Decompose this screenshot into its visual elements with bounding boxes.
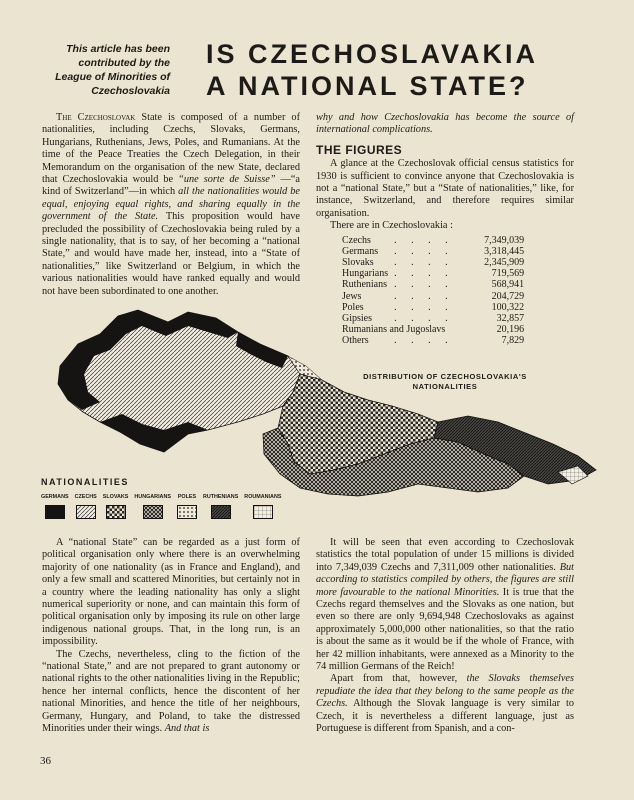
national-state-paragraph: A “national State” can be regarded as a just form of political organisation only where there is an overwhelming majority of one nationality (as in France and England), and only a few small and scattered Minorities, but certainly not in a country where the leading nationality has only a slight numerical superiority or none, and can maintain this form of political organisation only by imposing its rule on other large indigenous national groups. That, in the long run, is an impossibility. — [42, 537, 300, 648]
population-value: 7,349,039 — [484, 234, 525, 246]
czech-fiction-italic: And that is — [164, 723, 210, 735]
headline-line-2: A NATIONAL STATE? — [206, 71, 529, 101]
population-value: 3,318,445 — [484, 245, 525, 257]
intro-lead-in: The Czechoslovak — [56, 112, 136, 123]
population-row — [342, 291, 524, 302]
population-leader-dots: . . . . — [394, 279, 454, 291]
legend-title: NATIONALITIES — [41, 477, 129, 487]
statistics-text-b: It is true that the Czechs regard themselves and the Slovaks as one nation, but even so there are only 9,694,948 Czechoslovaks as against approximately 5,000,000 other nationalities, so that the ratio is about the same as it would be if the whole of France, with her 42 million inhabitants, were annexed as a Minority to the 74 million Germans of the Reich! — [316, 586, 574, 673]
figures-intro-line: There are in Czechoslovakia : — [330, 220, 453, 232]
population-value: 2,345,909 — [484, 257, 525, 269]
population-value: 568,941 — [491, 279, 525, 291]
legend-item — [41, 494, 69, 519]
population-name: Others — [342, 335, 369, 347]
population-value: 100,322 — [491, 301, 525, 313]
legend-swatch — [45, 505, 65, 519]
legend-label: RUTHENIANS — [202, 494, 239, 500]
intro-text-b: —“a kind of Switzerland”—in which — [42, 174, 300, 198]
legend-swatch — [253, 505, 273, 519]
article-headline — [206, 38, 538, 102]
statistics-paragraph — [316, 537, 574, 673]
population-value: 7,829 — [501, 335, 525, 347]
population-row — [342, 279, 524, 290]
legend-swatch — [177, 505, 197, 519]
legend-swatch — [106, 505, 126, 519]
article-credit: This article has been contributed by the League of Minorities of Czechoslovakia — [55, 43, 170, 97]
population-name: Hungarians — [342, 268, 389, 280]
intro-quote: “une sorte de Suisse” — [178, 174, 276, 186]
legend-label: GERMANS — [41, 494, 69, 500]
population-leader-dots: . . . . — [394, 234, 454, 246]
page-number: 36 — [40, 755, 51, 767]
population-value: 719,569 — [491, 268, 525, 280]
legend-item — [134, 494, 171, 519]
intro-paragraph — [42, 112, 300, 298]
population-name: Czechs — [342, 234, 371, 246]
intro-emphasis: all the nationalities would be equal, enjoying equal rights, and sharing equally in the government of the State. — [42, 186, 300, 223]
population-row — [342, 257, 524, 268]
population-name: Slovaks — [342, 257, 374, 269]
population-leader-dots: . . . . — [394, 313, 454, 325]
population-row — [342, 268, 524, 279]
slovaks-text-b: Although the Slovak language is very similar to Czech, it is nevertheless a different language, just as Portuguese is different from Spanish, and a con- — [316, 698, 574, 735]
lower-right-column — [316, 537, 574, 736]
intro-text-a: State is composed of a number of nationalities, including Czechs, Slovaks, Germans, Hungarians, Ruthenians, Jews, Poles, and Rumanians. At the time of the Peace Treaties the Czech Delegation, in their Memorandum on the organisation of the new State, declared that Czechoslovakia would be — [42, 112, 301, 186]
legend-label: HUNGARIANS — [134, 494, 171, 500]
legend-item — [244, 494, 281, 519]
legend-label: SLOVAKS — [102, 494, 129, 500]
population-name: Jews — [342, 290, 362, 302]
population-name: Gipsies — [342, 313, 372, 325]
czech-fiction-text: The Czechs, nevertheless, cling to the fiction of the “national State,” and are not prepared to grant autonomy or national rights to the other nationalities living in the Republic; hence her internal conflicts, hence the discontent of her national Minorities, and hence the title of her neighbours, Germany, Hungary, and Poland, to take the distressed Minorities under their wings. — [42, 648, 300, 735]
map-legend — [41, 494, 287, 519]
slovaks-paragraph — [316, 673, 574, 735]
statistics-text-a: It will be seen that even according to Czechoslovak statistics the total population of under 15 millions is divided into 7,349,039 Czechs and 7,311,009 other nationalities. — [316, 537, 574, 573]
population-leader-dots: . . . . — [394, 335, 454, 347]
intro-column — [42, 112, 300, 298]
legend-item — [75, 494, 97, 519]
lower-left-column — [42, 537, 300, 736]
map-title: DISTRIBUTION OF CZECHOSLOVAKIA'S NATIONALITIES — [363, 372, 527, 391]
right-top-italic-text: why and how Czechoslovakia has become the source of international complications. — [316, 112, 574, 136]
figures-paragraph: A glance at the Czechoslovak official census statistics for 1930 is sufficient to convince anyone that Czechoslovakia is not a “national State,” but a “State of nationalities,” like, for instance, Switzerland, and therefore requires similar organisation. — [316, 158, 574, 219]
czech-fiction-paragraph — [42, 649, 300, 736]
slovaks-text-a: Apart from that, however, — [330, 673, 467, 685]
population-leader-dots: . . . . — [394, 268, 454, 280]
population-row — [342, 235, 524, 246]
statistics-italic: But according to statistics compiled by others, the figures are still more favourable to the national Minorities. — [316, 561, 574, 598]
legend-swatch — [211, 505, 231, 519]
population-value: 32,857 — [496, 313, 525, 325]
population-leader-dots: . . . . — [394, 245, 454, 257]
right-top-italic — [316, 112, 574, 137]
headline-line-1: IS CZECHOSLAVAKIA — [206, 39, 539, 69]
nationalities-map — [38, 301, 598, 500]
population-leader-dots: . . . . — [394, 301, 454, 313]
legend-label: POLES — [177, 494, 197, 500]
population-name: Ruthenians — [342, 279, 387, 291]
legend-label: ROUMANIANS — [244, 494, 282, 500]
intro-text-c: This proposition would have precluded the possibility of Czechoslovakia being ruled by a single nationality, that is to say, of her becoming a “national State,” and would have made her, instead, into a “State of nationalities,” like Switzerland or Belgium, in which the various nationalities would have ranked equally and would not have been subordinated to one another. — [42, 211, 300, 297]
population-row — [342, 246, 524, 257]
legend-item — [177, 494, 197, 519]
legend-swatch — [76, 505, 96, 519]
population-name: Poles — [342, 301, 364, 313]
population-name: Germans — [342, 245, 379, 257]
legend-item — [103, 494, 129, 519]
population-leader-dots: . . . . — [394, 290, 454, 302]
legend-item — [203, 494, 238, 519]
figures-heading: THE FIGURES — [316, 142, 403, 157]
legend-label: CZECHS — [74, 494, 97, 500]
population-value: 204,729 — [491, 290, 525, 302]
slovaks-italic: the Slovaks themselves repudiate the idea that they belong to the same people as the Czechs. — [316, 673, 574, 710]
population-leader-dots: . . . . — [394, 257, 454, 269]
population-value: 20,196 — [496, 324, 525, 336]
population-name: Rumanians and Jugoslavs — [342, 324, 446, 336]
legend-swatch — [143, 505, 163, 519]
